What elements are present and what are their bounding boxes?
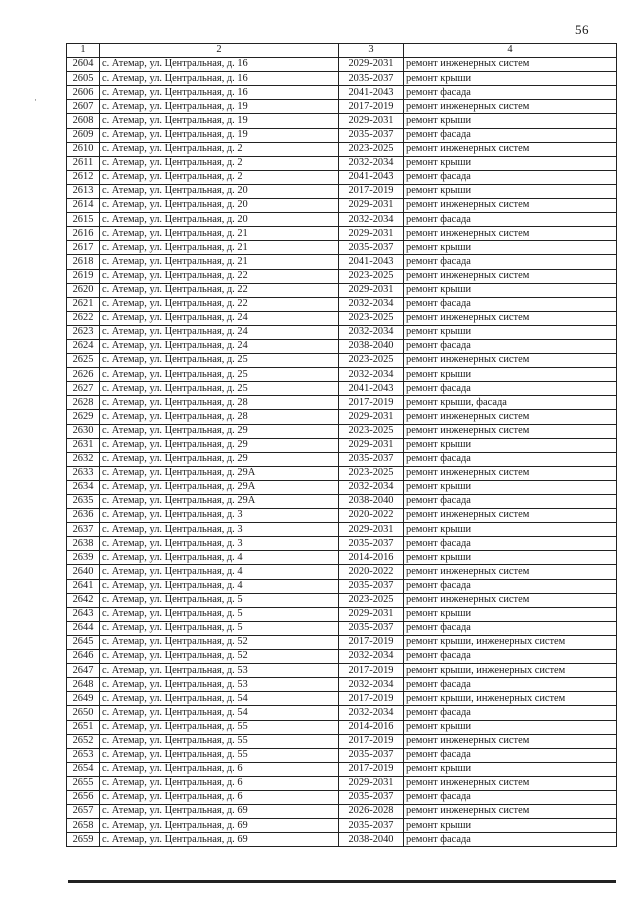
period-cell: 2023-2025 xyxy=(339,311,404,325)
address-cell: с. Атемар, ул. Центральная, д. 52 xyxy=(100,635,339,649)
address-cell: с. Атемар, ул. Центральная, д. 16 xyxy=(100,72,339,86)
table-row xyxy=(67,213,617,227)
row-number-cell: 2607 xyxy=(67,100,100,114)
period-cell: 2029-2031 xyxy=(339,438,404,452)
work-type-cell: ремонт крыши xyxy=(404,607,617,621)
address-cell: с. Атемар, ул. Центральная, д. 19 xyxy=(100,100,339,114)
row-number-cell: 2605 xyxy=(67,72,100,86)
work-type-cell: ремонт фасада xyxy=(404,678,617,692)
address-cell: с. Атемар, ул. Центральная, д. 3 xyxy=(100,509,339,523)
period-cell: 2017-2019 xyxy=(339,396,404,410)
row-number-cell: 2656 xyxy=(67,790,100,804)
address-cell: с. Атемар, ул. Центральная, д. 22 xyxy=(100,283,339,297)
period-cell: 2038-2040 xyxy=(339,833,404,847)
address-cell: с. Атемар, ул. Центральная, д. 19 xyxy=(100,128,339,142)
table-row xyxy=(67,593,617,607)
table-row xyxy=(67,283,617,297)
row-number-cell: 2606 xyxy=(67,86,100,100)
address-cell: с. Атемар, ул. Центральная, д. 20 xyxy=(100,213,339,227)
table-row xyxy=(67,410,617,424)
period-cell: 2041-2043 xyxy=(339,382,404,396)
table-row xyxy=(67,480,617,494)
table-row xyxy=(67,241,617,255)
row-number-cell: 2639 xyxy=(67,551,100,565)
address-cell: с. Атемар, ул. Центральная, д. 54 xyxy=(100,706,339,720)
row-number-cell: 2636 xyxy=(67,509,100,523)
work-type-cell: ремонт фасада xyxy=(404,833,617,847)
table-row xyxy=(67,382,617,396)
work-type-cell: ремонт фасада xyxy=(404,748,617,762)
work-type-cell: ремонт фасада xyxy=(404,706,617,720)
period-cell: 2029-2031 xyxy=(339,199,404,213)
page-number: 56 xyxy=(575,22,589,37)
period-cell: 2017-2019 xyxy=(339,664,404,678)
address-cell: с. Атемар, ул. Центральная, д. 55 xyxy=(100,748,339,762)
period-cell: 2035-2037 xyxy=(339,241,404,255)
work-type-cell: ремонт фасада xyxy=(404,382,617,396)
table-row xyxy=(67,790,617,804)
period-cell: 2035-2037 xyxy=(339,579,404,593)
address-cell: с. Атемар, ул. Центральная, д. 24 xyxy=(100,325,339,339)
period-cell: 2041-2043 xyxy=(339,86,404,100)
row-number-cell: 2644 xyxy=(67,621,100,635)
table-row xyxy=(67,184,617,198)
address-cell: с. Атемар, ул. Центральная, д. 16 xyxy=(100,58,339,72)
address-cell: с. Атемар, ул. Центральная, д. 29 xyxy=(100,438,339,452)
work-type-cell: ремонт инженерных систем xyxy=(404,227,617,241)
row-number-cell: 2620 xyxy=(67,283,100,297)
address-cell: с. Атемар, ул. Центральная, д. 52 xyxy=(100,650,339,664)
table-row xyxy=(67,100,617,114)
table-header xyxy=(67,44,617,58)
period-cell: 2023-2025 xyxy=(339,269,404,283)
row-number-cell: 2653 xyxy=(67,748,100,762)
work-type-cell: ремонт фасада xyxy=(404,297,617,311)
table-row xyxy=(67,551,617,565)
table-row xyxy=(67,227,617,241)
table-row xyxy=(67,269,617,283)
work-type-cell: ремонт фасада xyxy=(404,495,617,509)
work-type-cell: ремонт крыши xyxy=(404,241,617,255)
table-row xyxy=(67,706,617,720)
period-cell: 2029-2031 xyxy=(339,58,404,72)
row-number-cell: 2645 xyxy=(67,635,100,649)
work-type-cell: ремонт фасада xyxy=(404,621,617,635)
table-row xyxy=(67,297,617,311)
table-row xyxy=(67,339,617,353)
table-row xyxy=(67,495,617,509)
table-row xyxy=(67,565,617,579)
row-number-cell: 2621 xyxy=(67,297,100,311)
table-row xyxy=(67,142,617,156)
row-number-cell: 2632 xyxy=(67,452,100,466)
period-cell: 2029-2031 xyxy=(339,607,404,621)
work-type-cell: ремонт инженерных систем xyxy=(404,776,617,790)
work-type-cell: ремонт фасада xyxy=(404,537,617,551)
work-type-cell: ремонт инженерных систем xyxy=(404,142,617,156)
row-number-cell: 2614 xyxy=(67,199,100,213)
address-cell: с. Атемар, ул. Центральная, д. 25 xyxy=(100,382,339,396)
capital-repair-table xyxy=(66,43,617,847)
row-number-cell: 2654 xyxy=(67,762,100,776)
row-number-cell: 2652 xyxy=(67,734,100,748)
address-cell: с. Атемар, ул. Центральная, д. 22 xyxy=(100,297,339,311)
table-row xyxy=(67,128,617,142)
period-cell: 2035-2037 xyxy=(339,621,404,635)
work-type-cell: ремонт инженерных систем xyxy=(404,311,617,325)
period-cell: 2035-2037 xyxy=(339,819,404,833)
row-number-cell: 2626 xyxy=(67,368,100,382)
period-cell: 2023-2025 xyxy=(339,142,404,156)
period-cell: 2017-2019 xyxy=(339,100,404,114)
address-cell: с. Атемар, ул. Центральная, д. 25 xyxy=(100,354,339,368)
work-type-cell: ремонт крыши xyxy=(404,156,617,170)
period-cell: 2023-2025 xyxy=(339,466,404,480)
work-type-cell: ремонт фасада xyxy=(404,170,617,184)
row-number-cell: 2630 xyxy=(67,424,100,438)
row-number-cell: 2634 xyxy=(67,480,100,494)
table-row xyxy=(67,692,617,706)
period-cell: 2035-2037 xyxy=(339,748,404,762)
period-cell: 2032-2034 xyxy=(339,480,404,494)
table-row xyxy=(67,734,617,748)
period-cell: 2035-2037 xyxy=(339,128,404,142)
work-type-cell: ремонт фасада xyxy=(404,339,617,353)
table-row xyxy=(67,748,617,762)
period-cell: 2035-2037 xyxy=(339,72,404,86)
period-cell: 2017-2019 xyxy=(339,635,404,649)
row-number-cell: 2648 xyxy=(67,678,100,692)
work-type-cell: ремонт крыши xyxy=(404,283,617,297)
work-type-cell: ремонт крыши xyxy=(404,480,617,494)
work-type-cell: ремонт фасада xyxy=(404,213,617,227)
row-number-cell: 2608 xyxy=(67,114,100,128)
work-type-cell: ремонт крыши xyxy=(404,368,617,382)
table-row xyxy=(67,156,617,170)
column-header-2: 2 xyxy=(100,44,339,58)
address-cell: с. Атемар, ул. Центральная, д. 21 xyxy=(100,241,339,255)
table-row xyxy=(67,509,617,523)
row-number-cell: 2619 xyxy=(67,269,100,283)
period-cell: 2029-2031 xyxy=(339,523,404,537)
address-cell: с. Атемар, ул. Центральная, д. 24 xyxy=(100,311,339,325)
address-cell: с. Атемар, ул. Центральная, д. 28 xyxy=(100,410,339,424)
address-cell: с. Атемар, ул. Центральная, д. 29 xyxy=(100,452,339,466)
address-cell: с. Атемар, ул. Центральная, д. 29А xyxy=(100,480,339,494)
address-cell: с. Атемар, ул. Центральная, д. 20 xyxy=(100,199,339,213)
row-number-cell: 2659 xyxy=(67,833,100,847)
period-cell: 2023-2025 xyxy=(339,593,404,607)
address-cell: с. Атемар, ул. Центральная, д. 21 xyxy=(100,227,339,241)
period-cell: 2032-2034 xyxy=(339,368,404,382)
row-number-cell: 2638 xyxy=(67,537,100,551)
row-number-cell: 2643 xyxy=(67,607,100,621)
footer-rule xyxy=(68,880,616,883)
row-number-cell: 2658 xyxy=(67,819,100,833)
work-type-cell: ремонт инженерных систем xyxy=(404,565,617,579)
period-cell: 2017-2019 xyxy=(339,184,404,198)
table-row xyxy=(67,170,617,184)
address-cell: с. Атемар, ул. Центральная, д. 29 xyxy=(100,424,339,438)
work-type-cell: ремонт фасада xyxy=(404,790,617,804)
work-type-cell: ремонт крыши xyxy=(404,720,617,734)
work-type-cell: ремонт крыши xyxy=(404,523,617,537)
column-header-3: 3 xyxy=(339,44,404,58)
work-type-cell: ремонт крыши xyxy=(404,551,617,565)
column-header-4: 4 xyxy=(404,44,617,58)
table-row xyxy=(67,86,617,100)
period-cell: 2026-2028 xyxy=(339,805,404,819)
work-type-cell: ремонт крыши xyxy=(404,184,617,198)
work-type-cell: ремонт инженерных систем xyxy=(404,593,617,607)
period-cell: 2038-2040 xyxy=(339,495,404,509)
period-cell: 2020-2022 xyxy=(339,565,404,579)
row-number-cell: 2649 xyxy=(67,692,100,706)
work-type-cell: ремонт инженерных систем xyxy=(404,509,617,523)
work-type-cell: ремонт крыши xyxy=(404,114,617,128)
work-type-cell: ремонт фасада xyxy=(404,650,617,664)
row-number-cell: 2642 xyxy=(67,593,100,607)
period-cell: 2032-2034 xyxy=(339,213,404,227)
table-row xyxy=(67,776,617,790)
address-cell: с. Атемар, ул. Центральная, д. 69 xyxy=(100,805,339,819)
period-cell: 2038-2040 xyxy=(339,339,404,353)
table-row xyxy=(67,833,617,847)
address-cell: с. Атемар, ул. Центральная, д. 2 xyxy=(100,142,339,156)
row-number-cell: 2613 xyxy=(67,184,100,198)
row-number-cell: 2604 xyxy=(67,58,100,72)
period-cell: 2041-2043 xyxy=(339,255,404,269)
period-cell: 2020-2022 xyxy=(339,509,404,523)
row-number-cell: 2618 xyxy=(67,255,100,269)
work-type-cell: ремонт инженерных систем xyxy=(404,58,617,72)
table-row xyxy=(67,523,617,537)
table-body xyxy=(67,58,617,847)
work-type-cell: ремонт крыши xyxy=(404,819,617,833)
address-cell: с. Атемар, ул. Центральная, д. 6 xyxy=(100,762,339,776)
address-cell: с. Атемар, ул. Центральная, д. 20 xyxy=(100,184,339,198)
table-row xyxy=(67,354,617,368)
period-cell: 2014-2016 xyxy=(339,720,404,734)
period-cell: 2017-2019 xyxy=(339,734,404,748)
address-cell: с. Атемар, ул. Центральная, д. 16 xyxy=(100,86,339,100)
period-cell: 2041-2043 xyxy=(339,170,404,184)
work-type-cell: ремонт инженерных систем xyxy=(404,424,617,438)
address-cell: с. Атемар, ул. Центральная, д. 29А xyxy=(100,495,339,509)
row-number-cell: 2628 xyxy=(67,396,100,410)
row-number-cell: 2646 xyxy=(67,650,100,664)
table-row xyxy=(67,607,617,621)
table-row xyxy=(67,579,617,593)
row-number-cell: 2640 xyxy=(67,565,100,579)
column-header-1: 1 xyxy=(67,44,100,58)
row-number-cell: 2615 xyxy=(67,213,100,227)
address-cell: с. Атемар, ул. Центральная, д. 2 xyxy=(100,156,339,170)
row-number-cell: 2637 xyxy=(67,523,100,537)
row-number-cell: 2610 xyxy=(67,142,100,156)
table-row xyxy=(67,396,617,410)
address-cell: с. Атемар, ул. Центральная, д. 55 xyxy=(100,734,339,748)
table-row xyxy=(67,621,617,635)
row-number-cell: 2651 xyxy=(67,720,100,734)
address-cell: с. Атемар, ул. Центральная, д. 4 xyxy=(100,579,339,593)
period-cell: 2017-2019 xyxy=(339,762,404,776)
row-number-cell: 2657 xyxy=(67,805,100,819)
work-type-cell: ремонт инженерных систем xyxy=(404,354,617,368)
period-cell: 2032-2034 xyxy=(339,325,404,339)
row-number-cell: 2617 xyxy=(67,241,100,255)
row-number-cell: 2609 xyxy=(67,128,100,142)
row-number-cell: 2624 xyxy=(67,339,100,353)
row-number-cell: 2650 xyxy=(67,706,100,720)
address-cell: с. Атемар, ул. Центральная, д. 69 xyxy=(100,819,339,833)
table-row xyxy=(67,311,617,325)
work-type-cell: ремонт крыши xyxy=(404,762,617,776)
address-cell: с. Атемар, ул. Центральная, д. 55 xyxy=(100,720,339,734)
work-type-cell: ремонт инженерных систем xyxy=(404,734,617,748)
period-cell: 2035-2037 xyxy=(339,452,404,466)
address-cell: с. Атемар, ул. Центральная, д. 19 xyxy=(100,114,339,128)
period-cell: 2032-2034 xyxy=(339,706,404,720)
work-type-cell: ремонт инженерных систем xyxy=(404,269,617,283)
address-cell: с. Атемар, ул. Центральная, д. 3 xyxy=(100,523,339,537)
margin-mark: · xyxy=(34,95,37,105)
table-row xyxy=(67,452,617,466)
period-cell: 2032-2034 xyxy=(339,678,404,692)
address-cell: с. Атемар, ул. Центральная, д. 5 xyxy=(100,607,339,621)
work-type-cell: ремонт крыши xyxy=(404,325,617,339)
address-cell: с. Атемар, ул. Центральная, д. 22 xyxy=(100,269,339,283)
row-number-cell: 2622 xyxy=(67,311,100,325)
period-cell: 2029-2031 xyxy=(339,283,404,297)
work-type-cell: ремонт инженерных систем xyxy=(404,410,617,424)
address-cell: с. Атемар, ул. Центральная, д. 2 xyxy=(100,170,339,184)
address-cell: с. Атемар, ул. Центральная, д. 3 xyxy=(100,537,339,551)
table-row xyxy=(67,424,617,438)
period-cell: 2032-2034 xyxy=(339,156,404,170)
address-cell: с. Атемар, ул. Центральная, д. 28 xyxy=(100,396,339,410)
address-cell: с. Атемар, ул. Центральная, д. 24 xyxy=(100,339,339,353)
work-type-cell: ремонт крыши, фасада xyxy=(404,396,617,410)
address-cell: с. Атемар, ул. Центральная, д. 53 xyxy=(100,678,339,692)
work-type-cell: ремонт крыши xyxy=(404,438,617,452)
header-row xyxy=(67,44,617,58)
address-cell: с. Атемар, ул. Центральная, д. 69 xyxy=(100,833,339,847)
work-type-cell: ремонт фасада xyxy=(404,128,617,142)
address-cell: с. Атемар, ул. Центральная, д. 5 xyxy=(100,621,339,635)
work-type-cell: ремонт фасада xyxy=(404,86,617,100)
address-cell: с. Атемар, ул. Центральная, д. 6 xyxy=(100,790,339,804)
row-number-cell: 2641 xyxy=(67,579,100,593)
period-cell: 2029-2031 xyxy=(339,114,404,128)
row-number-cell: 2635 xyxy=(67,495,100,509)
table-row xyxy=(67,438,617,452)
row-number-cell: 2623 xyxy=(67,325,100,339)
table-row xyxy=(67,720,617,734)
work-type-cell: ремонт инженерных систем xyxy=(404,100,617,114)
work-type-cell: ремонт инженерных систем xyxy=(404,199,617,213)
address-cell: с. Атемар, ул. Центральная, д. 5 xyxy=(100,593,339,607)
period-cell: 2029-2031 xyxy=(339,410,404,424)
table-row xyxy=(67,255,617,269)
table-row xyxy=(67,819,617,833)
work-type-cell: ремонт крыши, инженерных систем xyxy=(404,635,617,649)
row-number-cell: 2611 xyxy=(67,156,100,170)
work-type-cell: ремонт крыши xyxy=(404,72,617,86)
table-row xyxy=(67,537,617,551)
period-cell: 2023-2025 xyxy=(339,424,404,438)
work-type-cell: ремонт инженерных систем xyxy=(404,466,617,480)
period-cell: 2032-2034 xyxy=(339,297,404,311)
table-row xyxy=(67,805,617,819)
work-type-cell: ремонт крыши, инженерных систем xyxy=(404,692,617,706)
row-number-cell: 2655 xyxy=(67,776,100,790)
address-cell: с. Атемар, ул. Центральная, д. 53 xyxy=(100,664,339,678)
address-cell: с. Атемар, ул. Центральная, д. 4 xyxy=(100,565,339,579)
period-cell: 2035-2037 xyxy=(339,537,404,551)
period-cell: 2029-2031 xyxy=(339,776,404,790)
work-type-cell: ремонт фасада xyxy=(404,255,617,269)
table-row xyxy=(67,58,617,72)
row-number-cell: 2612 xyxy=(67,170,100,184)
row-number-cell: 2616 xyxy=(67,227,100,241)
work-type-cell: ремонт крыши, инженерных систем xyxy=(404,664,617,678)
period-cell: 2032-2034 xyxy=(339,650,404,664)
period-cell: 2017-2019 xyxy=(339,692,404,706)
address-cell: с. Атемар, ул. Центральная, д. 25 xyxy=(100,368,339,382)
table-row xyxy=(67,114,617,128)
table-row xyxy=(67,664,617,678)
address-cell: с. Атемар, ул. Центральная, д. 54 xyxy=(100,692,339,706)
row-number-cell: 2647 xyxy=(67,664,100,678)
row-number-cell: 2631 xyxy=(67,438,100,452)
work-type-cell: ремонт инженерных систем xyxy=(404,805,617,819)
work-type-cell: ремонт фасада xyxy=(404,452,617,466)
table-row xyxy=(67,466,617,480)
period-cell: 2014-2016 xyxy=(339,551,404,565)
address-cell: с. Атемар, ул. Центральная, д. 29А xyxy=(100,466,339,480)
row-number-cell: 2633 xyxy=(67,466,100,480)
row-number-cell: 2627 xyxy=(67,382,100,396)
table-row xyxy=(67,72,617,86)
period-cell: 2029-2031 xyxy=(339,227,404,241)
table-row xyxy=(67,650,617,664)
table-row xyxy=(67,199,617,213)
row-number-cell: 2625 xyxy=(67,354,100,368)
address-cell: с. Атемар, ул. Центральная, д. 4 xyxy=(100,551,339,565)
table-row xyxy=(67,368,617,382)
table-row xyxy=(67,762,617,776)
work-type-cell: ремонт фасада xyxy=(404,579,617,593)
table-row xyxy=(67,635,617,649)
table-row xyxy=(67,325,617,339)
row-number-cell: 2629 xyxy=(67,410,100,424)
address-cell: с. Атемар, ул. Центральная, д. 21 xyxy=(100,255,339,269)
address-cell: с. Атемар, ул. Центральная, д. 6 xyxy=(100,776,339,790)
period-cell: 2035-2037 xyxy=(339,790,404,804)
table-row xyxy=(67,678,617,692)
period-cell: 2023-2025 xyxy=(339,354,404,368)
